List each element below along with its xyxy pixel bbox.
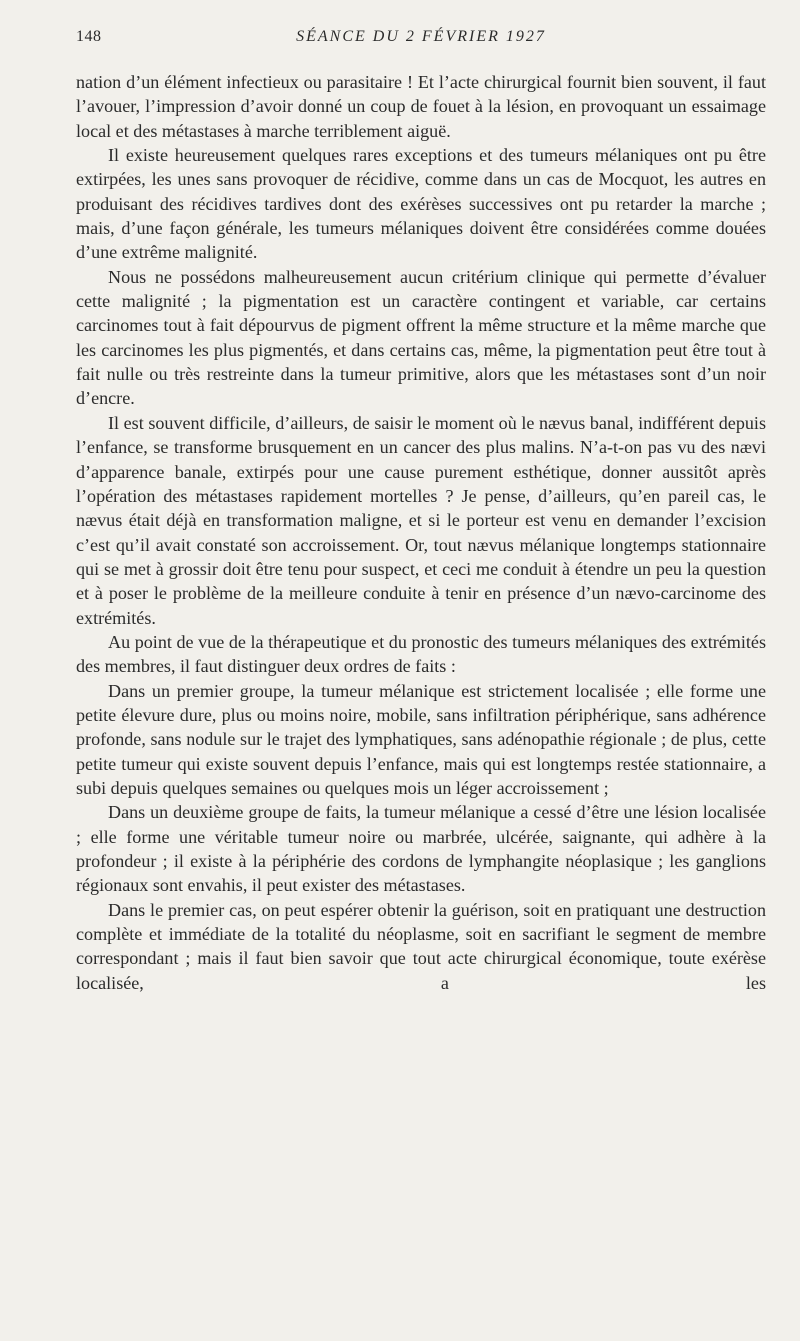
page-number: 148	[76, 28, 102, 45]
paragraph: Dans un premier groupe, la tumeur mélanique est strictement localisée ; elle forme une petite élevure dure, plus ou moins noire, mobile, sans infiltration périphérique, sans adhérence profonde, sans nodule sur le trajet des lymphatiques, sans adénopathie régionale ; de plus, cette petite tumeur qui existe souvent depuis l’enfance, mais qui est longtemps restée stationnaire, a subi depuis quelques semaines ou quelques mois un léger accroissement ;	[76, 680, 766, 798]
paragraph: nation d’un élément infectieux ou parasitaire ! Et l’acte chirurgical fournit bien souvent, il faut l’avouer, l’impression d’avoir donné un coup de fouet à la lésion, en provoquant un essaimage local et des métastases à marche terriblement aiguë.	[76, 72, 766, 141]
body-text	[76, 70, 766, 995]
paragraph: Dans le premier cas, on peut espérer obtenir la guérison, soit en pratiquant une destruction complète et immédiate de la totalité du néoplasme, soit en sacrifiant le segment de membre correspondant ; mais il faut bien savoir que tout acte chirurgical économique, toute exérèse localisée, a les	[76, 899, 766, 993]
paragraph: Au point de vue de la thérapeutique et du pronostic des tumeurs mélaniques des extrémités des membres, il faut distinguer deux ordres de faits :	[76, 631, 766, 677]
paragraph: Dans un deuxième groupe de faits, la tumeur mélanique a cessé d’être une lésion localisée ; elle forme une véritable tumeur noire ou marbrée, ulcérée, saignante, qui adhère à la profondeur ; il existe à la périphérie des cordons de lymphangite néoplasique ; les ganglions régionaux sont envahis, il peut exister des métastases.	[76, 802, 766, 896]
page-header	[76, 28, 766, 52]
running-title: SÉANCE DU 2 FÉVRIER 1927	[296, 28, 546, 45]
paragraph: Il existe heureusement quelques rares exceptions et des tumeurs mélaniques ont pu être extirpées, les unes sans provoquer de récidive, comme dans un cas de Mocquot, les autres en produisant des récidives tardives dont des exérèses successives ont pu retarder la marche ; mais, d’une façon générale, les tumeurs mélaniques doivent être considérées comme douées d’une extrême malignité.	[76, 145, 766, 263]
paragraph: Il est souvent difficile, d’ailleurs, de saisir le moment où le nævus banal, indifférent depuis l’enfance, se transforme brusquement en un cancer des plus malins. N’a-t-on pas vu des nævi d’apparence banale, extirpés pour une cause purement esthétique, donner aussitôt après l’opération des métastases rapidement mortelles ? Je pense, d’ailleurs, qu’en pareil cas, le nævus était déjà en transformation maligne, et si le porteur est venu en demander l’excision c’est qu’il avait constaté son accroissement. Or, tout nævus mélanique longtemps stationnaire qui se met à grossir doit être tenu pour suspect, et ceci me conduit à étendre un peu la question et à poser le problème de la meilleure conduite à tenir en présence d’un nævo-carcinome des extrémités.	[76, 412, 766, 628]
paragraph: Nous ne possédons malheureusement aucun critérium clinique qui permette d’évaluer cette malignité ; la pigmentation est un caractère contingent et variable, car certains carcinomes tout à fait dépourvus de pigment offrent la même structure et la même marche que les carcinomes les plus pigmentés, et dans certains cas, même, la pigmentation peut être tout à fait nulle ou très restreinte dans la tumeur primitive, alors que les métastases sont d’un noir d’encre.	[76, 266, 766, 409]
